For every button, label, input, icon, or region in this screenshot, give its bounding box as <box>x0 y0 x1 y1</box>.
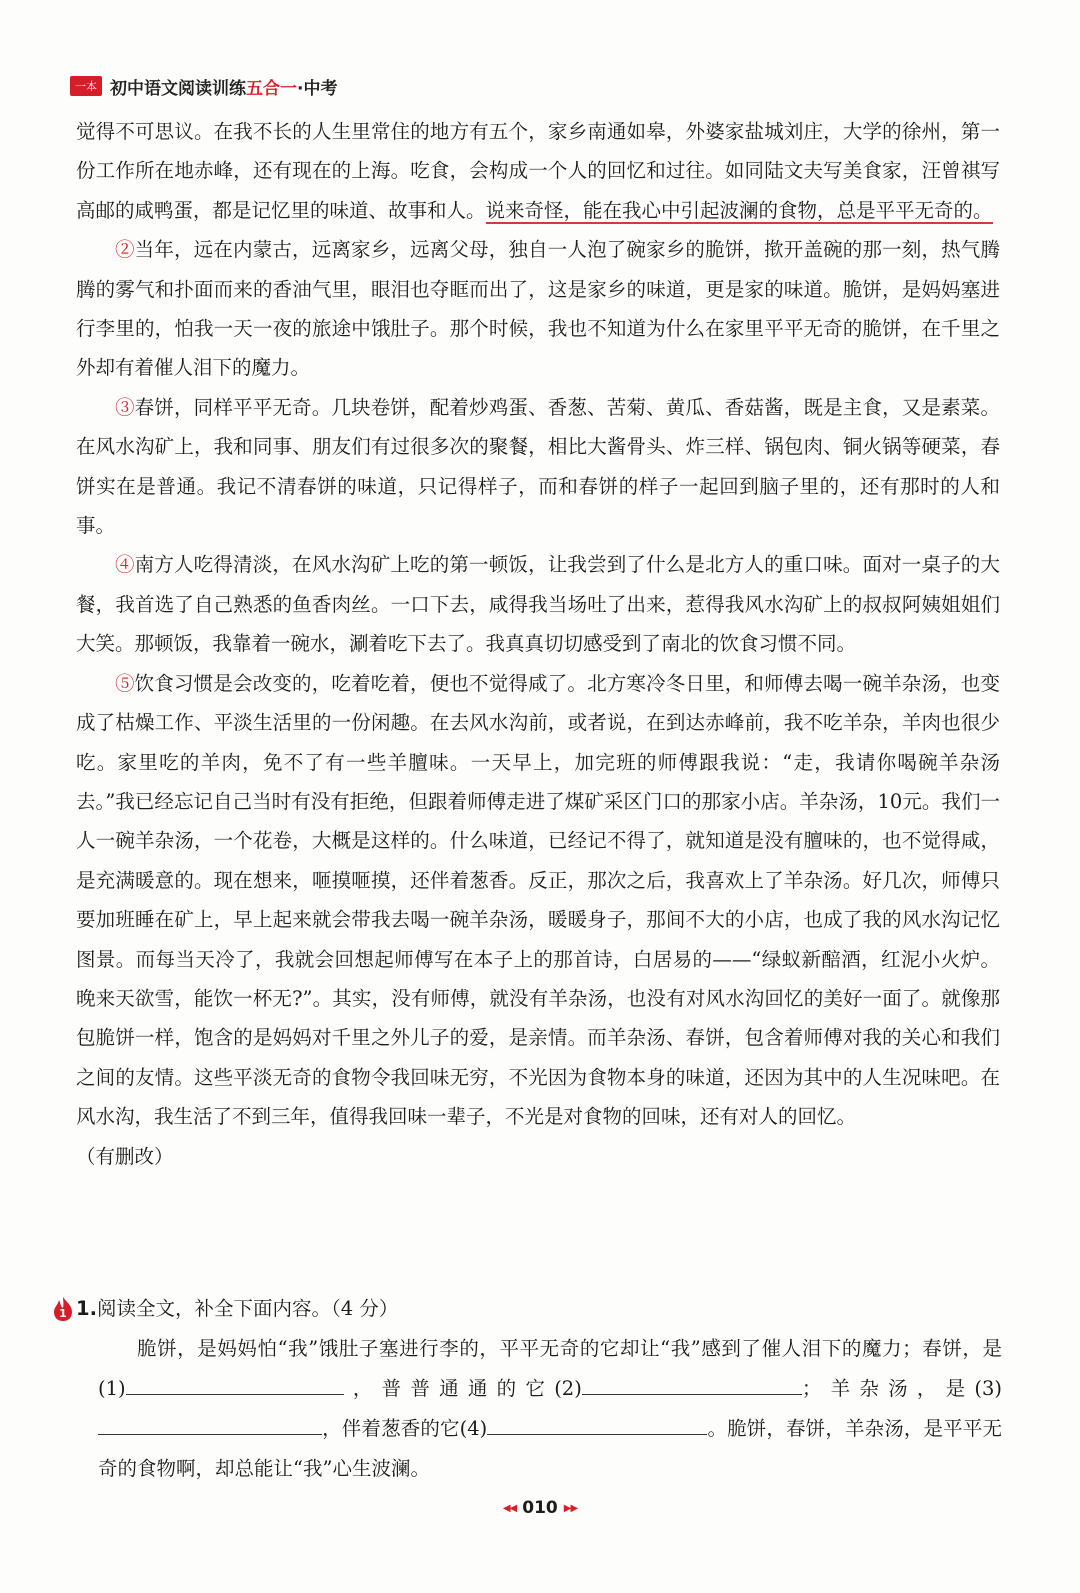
paragraph-4 <box>76 545 1000 663</box>
source-note: （有删改） <box>76 1144 174 1168</box>
fill-text-segment: 。脆饼，春饼，羊杂汤，是平平无奇的食物啊，却总能让“我”心生波澜。 <box>98 1417 1002 1480</box>
paragraph-number: ③ <box>115 395 135 419</box>
double-right-arrow-icon: ▶▶ <box>563 1502 578 1514</box>
paragraph-5 <box>76 664 1000 1137</box>
fill-text-segment: 脆饼，是妈妈怕“我”饿肚子塞进行李的，平平无奇的它却让“我”感到了催人泪下的魔力；春饼，是 <box>137 1337 1002 1360</box>
book-title-suffix: ·中考 <box>297 78 338 99</box>
paragraph-number: ④ <box>115 553 135 577</box>
fill-text-segment: ，普普通通的它 <box>343 1377 555 1400</box>
fill-in-text <box>98 1329 1002 1489</box>
paragraph-1 <box>76 112 1000 230</box>
paragraph-3 <box>76 388 1000 546</box>
underlined-sentence: 说来奇怪，能在我心中引起波澜的食物，总是平平无奇的。 <box>485 198 993 222</box>
paragraph-2-text: 当年，远在内蒙古，远离家乡，远离父母，独自一人泡了碗家乡的脆饼，揿开盖碗的那一刻，热气腾腾的雾气和扑面而来的香油气里，眼泪也夺眶而出了，这是家乡的味道，更是家的味道。脆饼，是妈妈塞进行李里的，怕我一天一夜的旅途中饿肚子。那个时候，我也不知道为什么在家里平平无奇的脆饼，在千里之外却有着催人泪下的魔力。 <box>76 238 1000 380</box>
blank-label: (1) <box>98 1377 126 1400</box>
blank-label: (3) <box>974 1377 1002 1400</box>
book-title-highlight: 五合一 <box>246 78 297 99</box>
paragraph-number: ② <box>115 238 135 262</box>
double-left-arrow-icon: ◀◀ <box>502 1502 517 1514</box>
blank-label: (4) <box>459 1417 488 1440</box>
paragraph-3-text: 春饼，同样平平无奇。几块卷饼，配着炒鸡蛋、香葱、苦菊、黄瓜、香菇酱，既是主食，又是素菜。在风水沟矿上，我和同事、朋友们有过很多次的聚餐，相比大酱骨头、炸三样、锅包肉、铜火锅等硬菜，春饼实在是普通。我记不清春饼的味道，只记得样子，而和春饼的样子一起回到脑子里的，还有那时的人和事。 <box>76 395 1000 538</box>
blank-label: (2) <box>554 1377 582 1400</box>
answer-blank-3[interactable] <box>98 1410 322 1435</box>
article-body <box>76 112 1000 1176</box>
fill-text-segment: ，伴着葱香的它 <box>322 1417 460 1440</box>
question-1 <box>52 1289 1002 1489</box>
flame-icon <box>52 1296 74 1322</box>
svg-text:1: 1 <box>59 1307 67 1320</box>
series-badge: 一本 <box>70 76 102 96</box>
paragraph-number: ⑤ <box>115 671 135 695</box>
book-title-main: 初中语文阅读训练 <box>110 78 246 99</box>
paragraph-1-text: 觉得不可思议。在我不长的人生里常住的地方有五个，家乡南通如皋，外婆家盐城刘庄，大学的徐州，第一份工作所在地赤峰，还有现在的上海。吃食，会构成一个人的回忆和过往。如同陆文夫写美食家，汪曾祺写高邮的咸鸭蛋，都是记忆里的味道、故事和人。 <box>76 120 1000 222</box>
question-body <box>52 1329 1002 1489</box>
paragraph-5-text: 饮食习惯是会改变的，吃着吃着，便也不觉得咸了。北方寒冷冬日里，和师傅去喝一碗羊杂汤，也变成了枯燥工作、平淡生活里的一份闲趣。在去风水沟前，或者说，在到达赤峰前，我不吃羊杂，羊肉也很少吃。家里吃的羊肉，免不了有一些羊膻味。一天早上，加完班的师傅跟我说：“走，我请你喝碗羊杂汤去。”我已经忘记自己当时有没有拒绝，但跟着师傅走进了煤矿采区门口的那家小店。羊杂汤，10元。我们一人一碗羊杂汤，一个花卷，大概是这样的。什么味道，已经记不得了，就知道是没有膻味的，也不觉得咸，是充满暖意的。现在想来，咂摸咂摸，还伴着葱香。反正，那次之后，我喜欢上了羊杂汤。好几次，师傅只要加班睡在矿上，早上起来就会带我去喝一碗羊杂汤，暖暖身子，那间不大的小店，也成了我的风水沟记忆图景。而每当天冷了，我就会回想起师傅写在本子上的那首诗，白居易的——“绿蚁新醅酒，红泥小火炉。晚来天欲雪，能饮一杯无?”。其实，没有师傅，就没有羊杂汤，也没有对风水沟回忆的美好一面了。就像那包脆饼一样，饱含的是妈妈对千里之外儿子的爱，是亲情。而羊杂汤、春饼，包含着师傅对我的关心和我们之间的友情。这些平淡无奇的食物令我回味无穷，不光因为食物本身的味道，还因为其中的人生况味吧。在风水沟，我生活了不到三年，值得我回味一辈子，不光是对食物的回味，还有对人的回忆。 <box>76 671 1000 1129</box>
page-footer <box>0 1498 1080 1518</box>
answer-blank-1[interactable] <box>126 1370 344 1395</box>
question-number: 1. <box>76 1297 97 1320</box>
page-number: 010 <box>522 1498 558 1518</box>
fill-text-segment: ；羊杂汤，是 <box>801 1377 975 1400</box>
paragraph-2 <box>76 230 1000 388</box>
answer-blank-4[interactable] <box>487 1410 707 1435</box>
page-header <box>70 72 337 100</box>
question-header <box>52 1289 1002 1329</box>
paragraph-4-text: 南方人吃得清淡，在风水沟矿上吃的第一顿饭，让我尝到了什么是北方人的重口味。面对一桌子的大餐，我首选了自己熟悉的鱼香肉丝。一口下去，咸得我当场吐了出来，惹得我风水沟矿上的叔叔阿姨姐姐们大笑。那顿饭，我靠着一碗水，涮着吃下去了。我真真切切感受到了南北的饮食习惯不同。 <box>76 553 1000 656</box>
book-title <box>110 74 337 99</box>
question-prompt: 阅读全文，补全下面内容。（4 分） <box>96 1297 399 1320</box>
answer-blank-2[interactable] <box>582 1370 802 1395</box>
